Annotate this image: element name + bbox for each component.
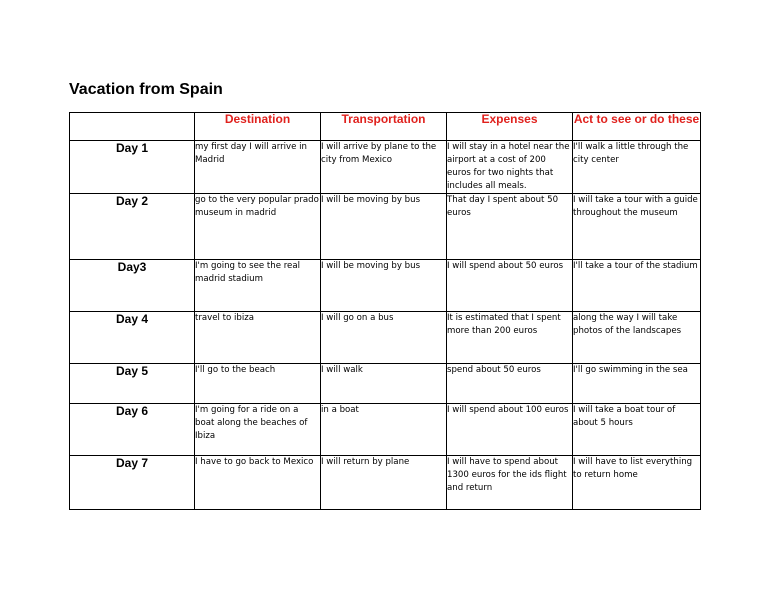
transportation-cell: I will return by plane <box>321 456 447 510</box>
activity-cell: along the way I will take photos of the landscapes <box>573 312 701 364</box>
expenses-cell: I will stay in a hotel near the airport at a cost of 200 euros for two nights that includes all meals. <box>447 141 573 194</box>
header-activity: Act to see or do these <box>573 113 701 141</box>
expenses-cell: I will have to spend about 1300 euros for the ids flight and return <box>447 456 573 510</box>
expenses-cell: It is estimated that I spent more than 200 euros <box>447 312 573 364</box>
table-row <box>70 141 701 194</box>
transportation-cell: I will arrive by plane to the city from Mexico <box>321 141 447 194</box>
transportation-cell: I will be moving by bus <box>321 260 447 312</box>
table-header-row <box>70 113 701 141</box>
header-destination: Destination <box>195 113 321 141</box>
table-row <box>70 456 701 510</box>
transportation-cell: in a boat <box>321 404 447 456</box>
activity-cell: I will have to list everything to return home <box>573 456 701 510</box>
table-row <box>70 312 701 364</box>
header-expenses: Expenses <box>447 113 573 141</box>
destination-cell: my first day I will arrive in Madrid <box>195 141 321 194</box>
table-row <box>70 364 701 404</box>
day-label: Day 2 <box>70 194 195 260</box>
destination-cell: I have to go back to Mexico <box>195 456 321 510</box>
expenses-cell: I will spend about 100 euros <box>447 404 573 456</box>
transportation-cell: I will go on a bus <box>321 312 447 364</box>
destination-cell: I'll go to the beach <box>195 364 321 404</box>
destination-cell: I'm going to see the real madrid stadium <box>195 260 321 312</box>
day-label: Day 5 <box>70 364 195 404</box>
activity-cell: I will take a boat tour of about 5 hours <box>573 404 701 456</box>
activity-cell: I'll take a tour of the stadium <box>573 260 701 312</box>
itinerary-table <box>69 112 701 510</box>
destination-cell: travel to ibiza <box>195 312 321 364</box>
table-row <box>70 260 701 312</box>
transportation-cell: I will walk <box>321 364 447 404</box>
destination-cell: I'm going for a ride on a boat along the beaches of Ibiza <box>195 404 321 456</box>
day-label: Day 6 <box>70 404 195 456</box>
header-transportation: Transportation <box>321 113 447 141</box>
header-day-column <box>70 113 195 141</box>
transportation-cell: I will be moving by bus <box>321 194 447 260</box>
activity-cell: I'll walk a little through the city center <box>573 141 701 194</box>
day-label: Day3 <box>70 260 195 312</box>
day-label: Day 4 <box>70 312 195 364</box>
table-row <box>70 194 701 260</box>
table-row <box>70 404 701 456</box>
activity-cell: I will take a tour with a guide throughout the museum <box>573 194 701 260</box>
document-title: Vacation from Spain <box>69 81 223 98</box>
destination-cell: go to the very popular prado museum in madrid <box>195 194 321 260</box>
expenses-cell: I will spend about 50 euros <box>447 260 573 312</box>
day-label: Day 7 <box>70 456 195 510</box>
expenses-cell: spend about 50 euros <box>447 364 573 404</box>
activity-cell: I'll go swimming in the sea <box>573 364 701 404</box>
expenses-cell: That day I spent about 50 euros <box>447 194 573 260</box>
day-label: Day 1 <box>70 141 195 194</box>
